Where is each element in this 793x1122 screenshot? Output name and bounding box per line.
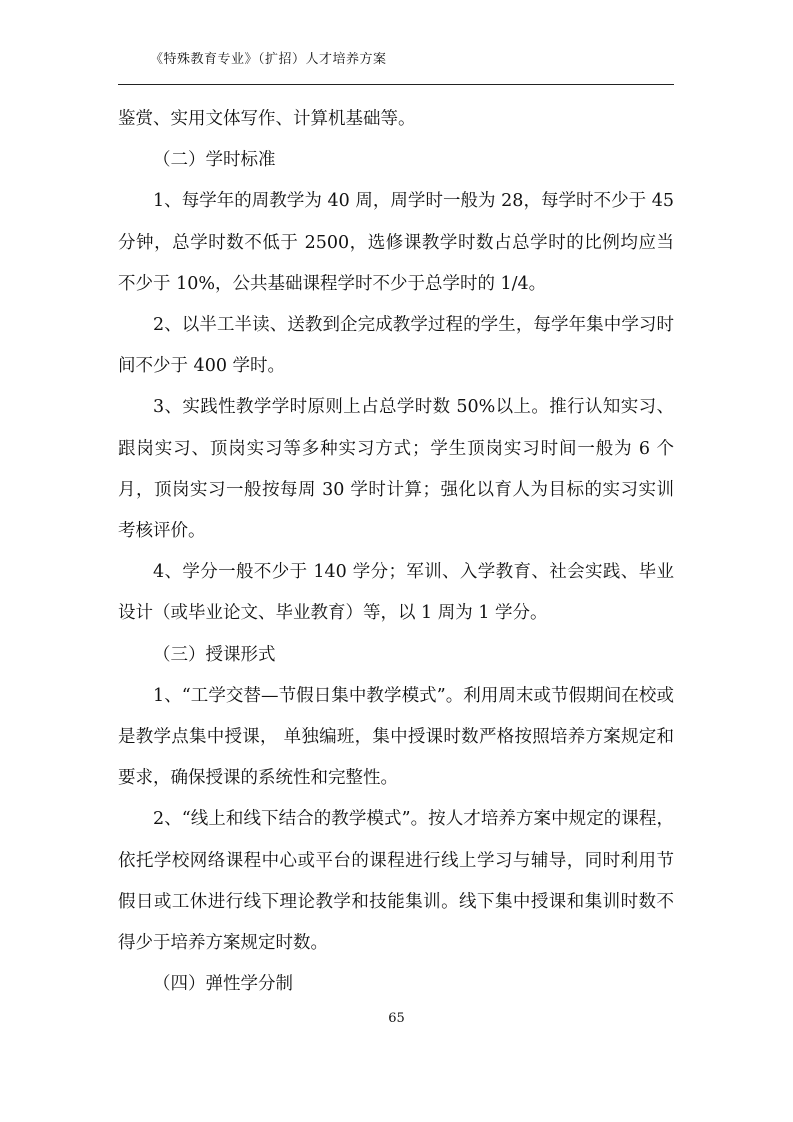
paragraph-item-3: 3、实践性教学学时原则上占总学时数 50%以上。推行认知实习、跟岗实习、顶岗实习等多种实习方式；学生顶岗实习时间一般为 6 个月，顶岗实习一般按每周 30 学时计算；强化以育人为目标的实习实训考核评价。 [118,397,674,542]
document-body [118,99,674,1005]
header-divider [118,84,674,85]
page-number: 65 [388,1011,405,1026]
section-heading-teaching-form: （三）授课形式 [153,644,276,665]
section-heading-hours: （二）学时标准 [153,150,276,171]
paragraph-teaching-mode-1: 1、“工学交替—节假日集中教学模式”。利用周末或节假期间在校或是教学点集中授课， 单独编班，集中授课时数严格按照培养方案规定和要求，确保授课的系统性和完整性。 [118,685,674,789]
page-header: 《特殊教育专业》（扩招）人才培养方案 [150,52,387,67]
paragraph-item-1: 1、每学年的周教学为 40 周，周学时一般为 28，每学时不少于 45 分钟，总学时数不低于 2500，选修课教学时数占总学时的比例均应当不少于 10%，公共基础课程学时不少于总学时的 1/4。 [118,191,674,294]
paragraph-item-4: 4、学分一般不少于 140 学分；军训、入学教育、社会实践、毕业设计（或毕业论文、毕业教育）等，以 1 周为 1 学分。 [118,562,674,624]
paragraph-item-2: 2、以半工半读、送教到企完成教学过程的学生，每学年集中学习时间不少于 400 学时。 [118,315,674,377]
paragraph-teaching-mode-2: 2、“线上和线下结合的教学模式”。按人才培养方案中规定的课程，依托学校网络课程中心或平台的课程进行线上学习与辅导，同时利用节假日或工休进行线下理论教学和技能集训。线下集中授课和集训时数不得少于培养方案规定时数。 [118,809,674,954]
section-heading-credit-system: （四）弹性学分制 [153,974,293,995]
paragraph-continuation: 鉴赏、实用文体写作、计算机基础等。 [118,109,416,129]
